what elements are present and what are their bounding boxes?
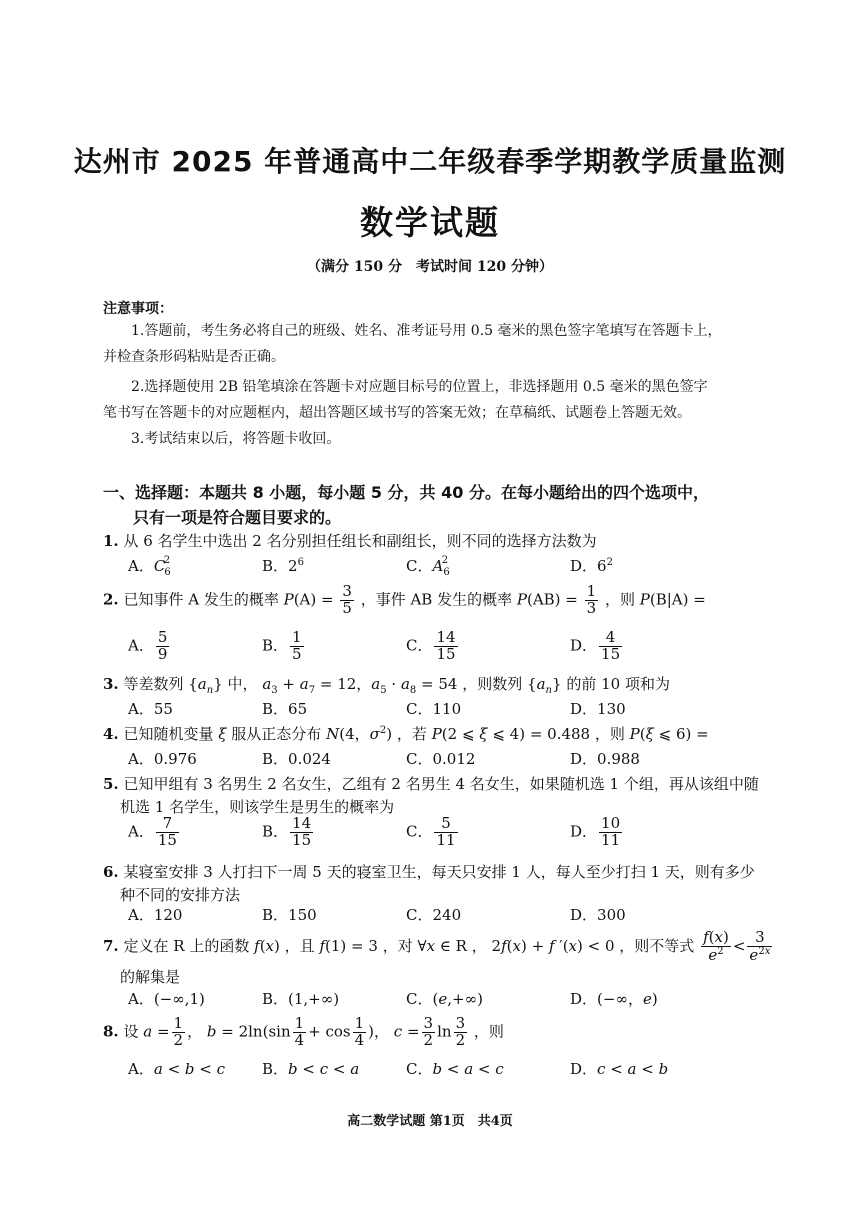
notice-item-2-line-1: 2.选择题使用 2B 铅笔填涂在答题卡对应题目标号的位置上，非选择题用 0.5 毫米的黑色签字 [131,379,708,395]
page-title: 达州市 2025 年普通高中二年级春季学期教学质量监测 [73,145,787,178]
question-7-line-1: 7. 定义在 R 上的函数 f(x) ，且 f(1) = 3 ，对 ∀x ∈ R ， 2f(x) + f ′(x) < 0 ，则不等式 $\frac{f(x)}{e^2}$ < $\frac{3}{e^{2x}}$ [103,928,771,964]
notice-item-1-line-2: 并检查条形码粘贴是否正确。 [103,349,285,365]
question-text-part: 上的函数 [189,936,250,955]
question-text-part: ，且 [284,936,315,955]
question-text: 已知甲组有 3 名男生 2 名女生，乙组有 2 名男生 4 名女生，如果随机选 1 个组，再从该组中随 [123,775,759,793]
q1-option-c[interactable]: C．$A_6^2$ [406,555,450,578]
q3-option-b[interactable]: B．65 [262,700,308,718]
question-text-part: 定义在 [123,936,169,955]
q7-option-d[interactable]: D．(−∞，e) [570,990,658,1008]
question-text-part: ，事件 AB 发生的概率 [360,590,513,609]
question-text-part: ，则 [473,1022,504,1041]
section-1-heading-line-1: 一、选择题：本题共 8 小题，每小题 5 分，共 40 分。在每小题给出的四个选项中， [103,483,709,502]
question-4: 4. 已知随机变量 ξ 服从正态分布 N(4，$\sigma^2$) ，若 P(2 ⩽ ξ ⩽ 4) = 0.488 ，则 P(ξ ⩽ 6) = [103,725,709,743]
question-2: 2. 已知事件 A 发生的概率 P(A) = $\frac{3}{5}$ ，事件 AB 发生的概率 P(AB) = $\frac{1}{3}$ ，则 P(B|A) = [103,582,706,617]
question-number: 3. [103,675,119,693]
fraction: $\frac{1}{3}$ [586,582,597,617]
q3-option-c[interactable]: C．110 [406,700,462,718]
question-5-line-2: 机选 1 名学生，则该学生是男生的概率为 [120,798,395,816]
question-text-part: 已知事件 A 发生的概率 [123,590,279,609]
q2-option-c[interactable]: C． $\frac{14}{15}$ [406,628,456,663]
q3-option-d[interactable]: D．130 [570,700,626,718]
q6-option-a[interactable]: A．120 [128,906,183,924]
exam-subject-title: 数学试题 [360,203,500,242]
question-text-part: 已知随机变量 [123,725,214,743]
question-3: 3. 等差数列 $\{a_n\}$ 中， $a_3 + a_7 = 12$，$a_5 \cdot a_8 = 54$ ，则数列 $\{a_n\}$ 的前 10 项和为 [103,675,670,696]
q6-option-d[interactable]: D．300 [570,906,626,924]
q6-option-b[interactable]: B．150 [262,906,317,924]
q1-option-d[interactable]: D．$6^2$ [570,557,613,575]
q2-option-d[interactable]: D． $\frac{4}{15}$ [570,628,621,663]
q2-option-a[interactable]: A． $\frac{5}{9}$ [128,628,168,663]
question-text-part: 中， [227,675,258,693]
q6-option-c[interactable]: C．240 [406,906,462,924]
q5-option-a[interactable]: A． $\frac{7}{15}$ [128,814,177,849]
q8-option-a[interactable]: A．a < b < c [128,1060,226,1078]
question-text-part: ，则不等式 [619,936,695,955]
question-number: 8. [103,1022,119,1041]
question-6-line-1 [103,861,755,882]
notice-item-3: 3.考试结束以后，将答题卡收回。 [131,431,341,447]
question-6-line-2: 种不同的安排方法 [120,886,241,904]
question-text-part: ，对 [382,936,413,955]
q7-option-c[interactable]: C．(e,+∞) [406,990,483,1008]
question-text-part: ，若 [396,725,427,743]
question-number: 1. [103,532,119,550]
question-1 [103,530,597,551]
question-7-line-2: 的解集是 [120,968,181,986]
q5-option-b[interactable]: B． $\frac{14}{15}$ [262,814,312,849]
fraction: $\frac{3}{5}$ [342,582,352,617]
q8-option-d[interactable]: D．c < a < b [570,1060,669,1078]
question-text-part: ， [471,936,487,955]
q7-option-b[interactable]: B．(1,+∞) [262,990,340,1008]
page-footer: 高二数学试题 第1页 共4页 [347,1114,513,1129]
q4-option-b[interactable]: B．0.024 [262,750,331,768]
question-text-part: ，则 [604,590,635,609]
q7-option-a[interactable]: A．(−∞,1) [128,990,205,1008]
notice-item-1-line-1: 1.答题前，考生务必将自己的班级、姓名、准考证号用 0.5 毫米的黑色签字笔填写在答题卡上， [131,323,722,339]
question-text: 某寝室安排 3 人打扫下一周 5 天的寝室卫生，每天只安排 1 人，每人至少打扫 1 天，则有多少 [123,863,755,881]
q8-option-b[interactable]: B．b < c < a [262,1060,360,1078]
q5-option-d[interactable]: D． $\frac{10}{11}$ [570,814,621,849]
question-number: 4. [103,725,119,743]
question-text-part: ，则 [594,725,625,743]
question-text-part: ，则数列 [462,675,523,693]
notice-heading: 注意事项： [103,301,173,317]
q4-option-c[interactable]: C．0.012 [406,750,476,768]
exam-meta: （满分 150 分 考试时间 120 分钟） [307,259,553,275]
notice-item-2-line-2: 笔书写在答题卡的对应题框内，超出答题区域书写的答案无效；在草稿纸、试题卷上答题无效。 [103,405,691,421]
q4-option-a[interactable]: A．0.976 [128,750,197,768]
section-1-heading-line-2: 只有一项是符合题目要求的。 [133,508,342,527]
question-text-part: 设 [123,1022,139,1041]
question-text-part: 的前 10 项和为 [566,675,670,693]
question-number: 6. [103,863,119,881]
question-number: 5. [103,775,119,793]
q2-option-b[interactable]: B． $\frac{1}{5}$ [262,628,302,663]
q8-option-c[interactable]: C．b < a < c [406,1060,504,1078]
question-number: 7. [103,936,119,955]
question-text-part: 服从正态分布 [231,725,322,743]
question-8: 8. 设 a = $\frac{1}{2}$ ， b = 2ln(sin $\frac{1}{4}$ + cos $\frac{1}{4}$ )， c = $\frac{3}{2}$ ln $\frac{3}{2}$ ，则 [103,1014,504,1049]
q1-option-b[interactable]: B．$2^6$ [262,557,304,575]
q4-option-d[interactable]: D．0.988 [570,750,640,768]
question-text: 从 6 名学生中选出 2 名分别担任组长和副组长，则不同的选择方法数为 [123,532,597,550]
question-5-line-1 [103,773,759,794]
q3-option-a[interactable]: A．55 [128,700,173,718]
question-number: 2. [103,590,119,609]
q5-option-c[interactable]: C． $\frac{5}{11}$ [406,814,456,849]
question-text-part: 等差数列 [123,675,184,693]
q1-option-a[interactable]: A．$C_6^2$ [128,555,171,578]
